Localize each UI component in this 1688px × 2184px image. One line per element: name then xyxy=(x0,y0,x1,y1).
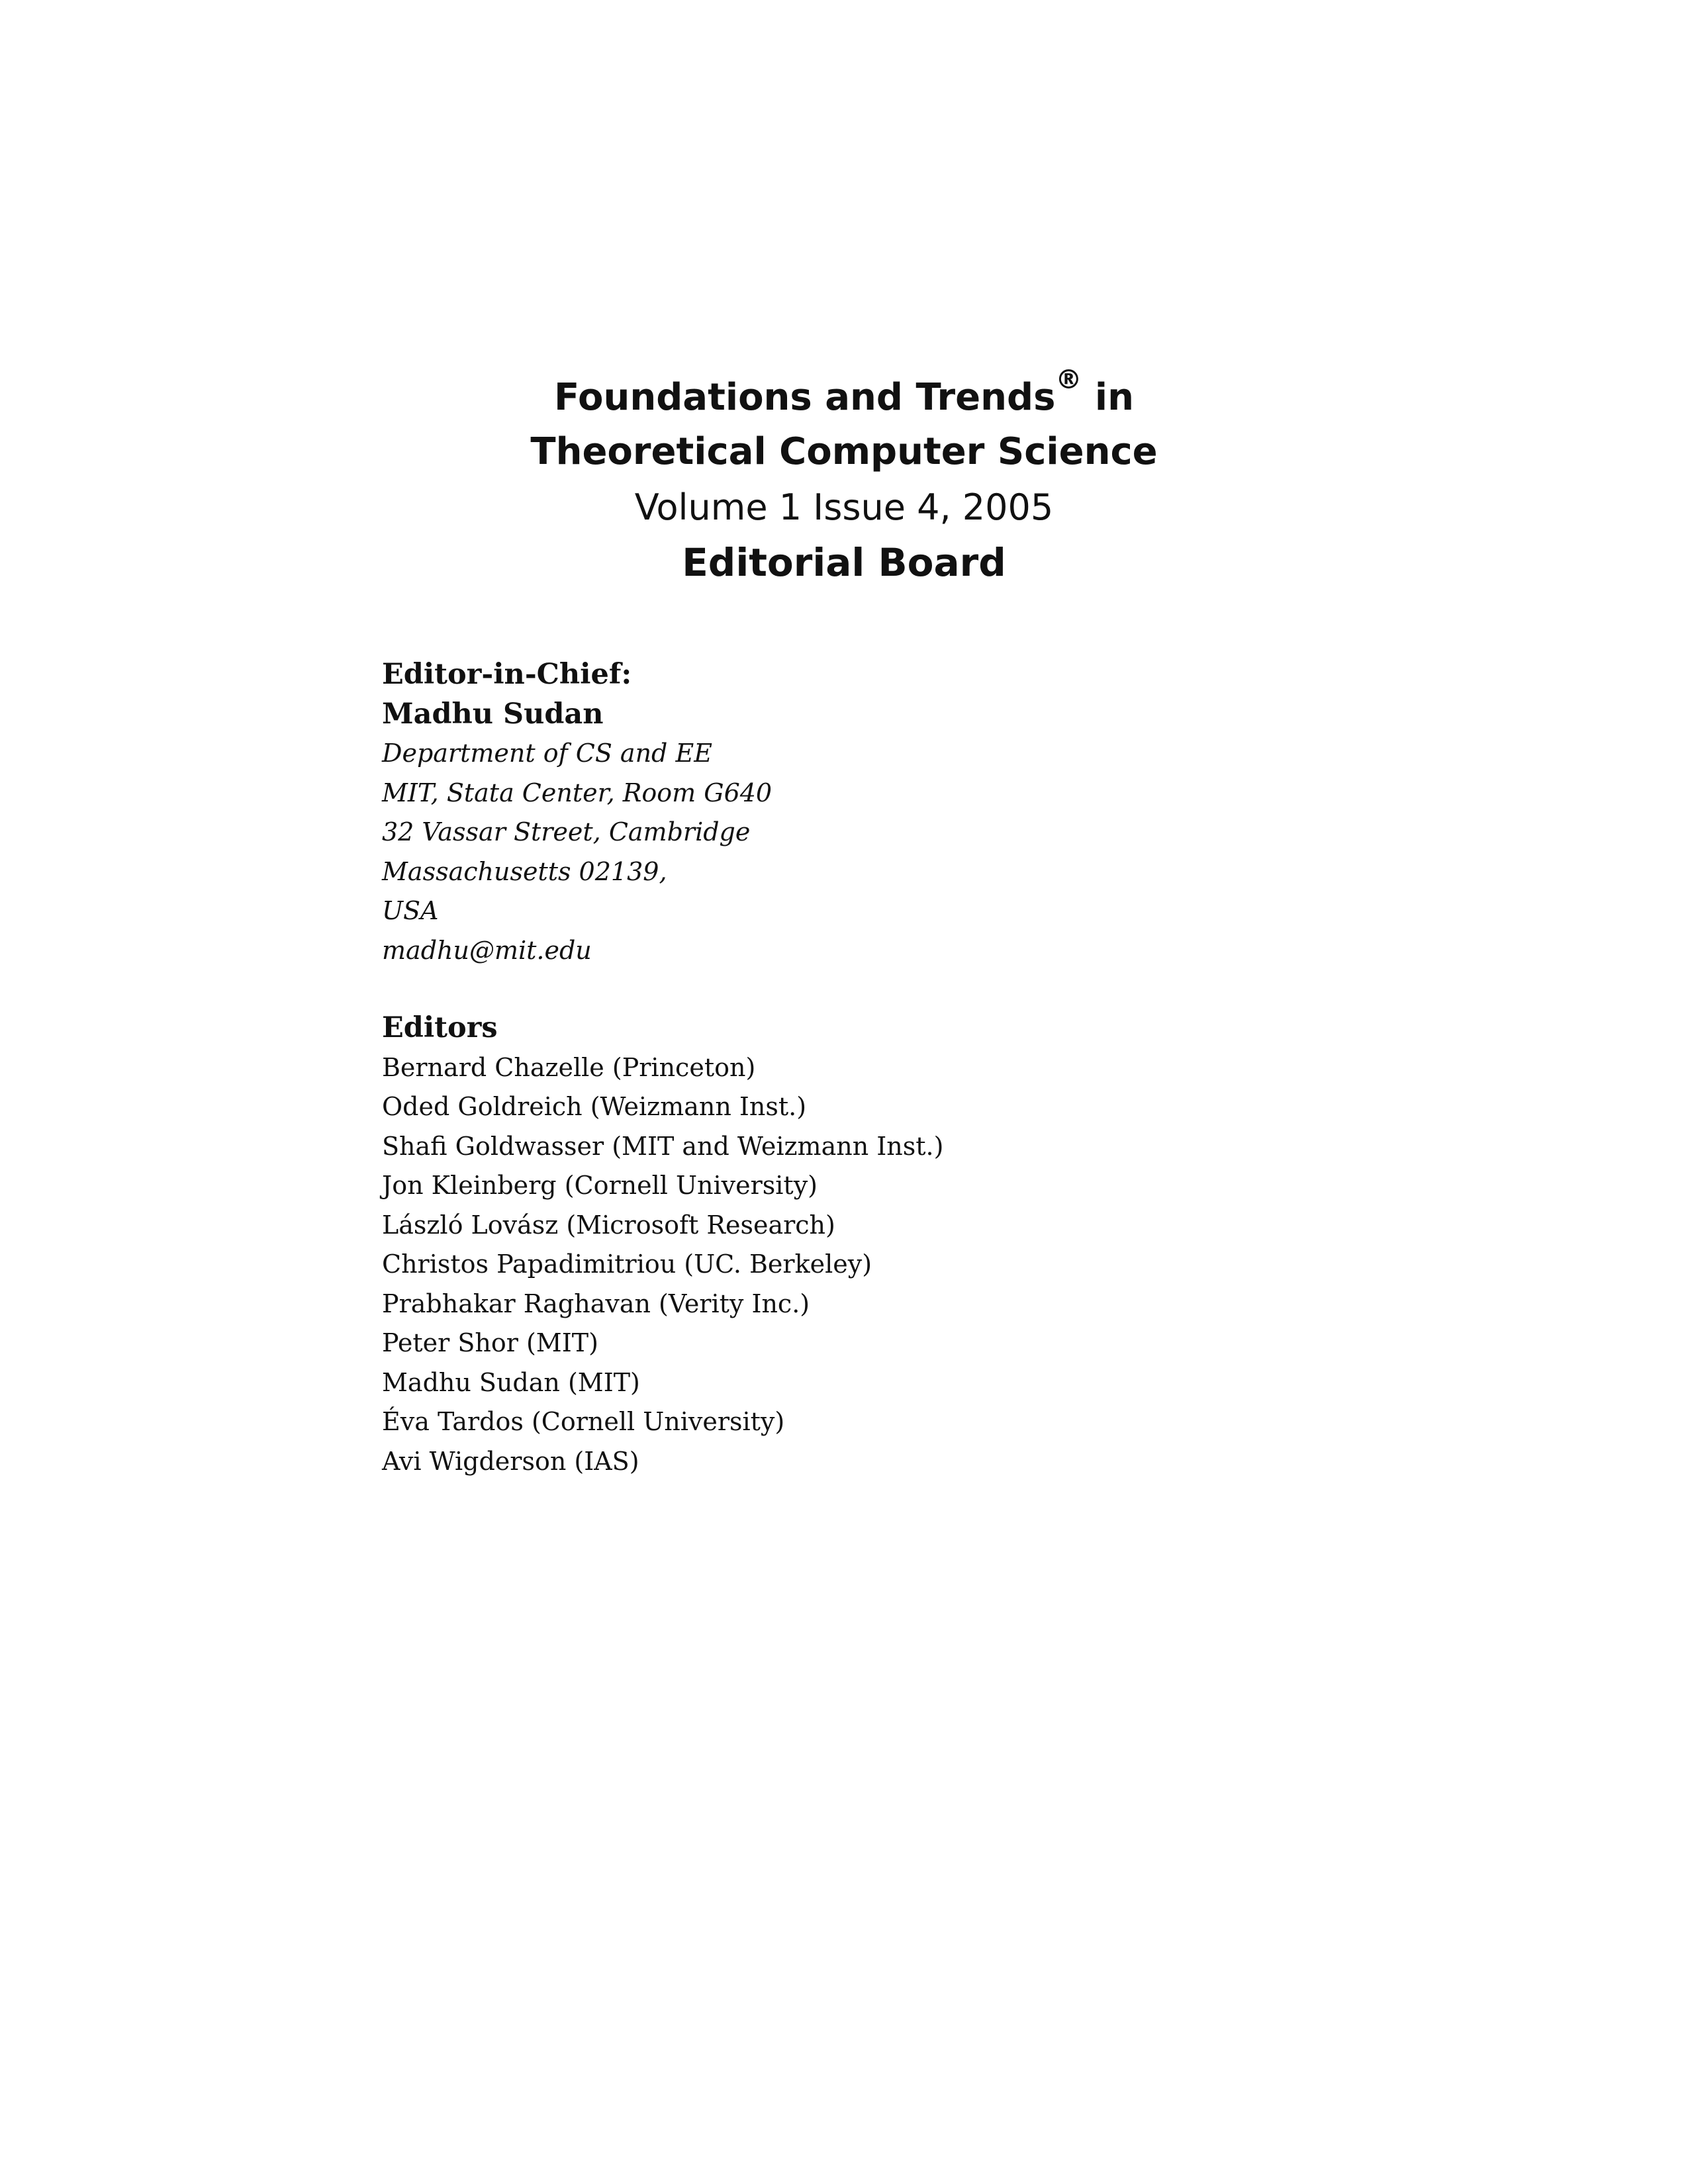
editor-in-chief-name: Madhu Sudan xyxy=(382,697,604,731)
editor-list-item: Bernard Chazelle (Princeton) xyxy=(382,1052,756,1082)
editor-list-item: Shafi Goldwasser (MIT and Weizmann Inst.) xyxy=(382,1131,944,1161)
editor-list-item: Prabhakar Raghavan (Verity Inc.) xyxy=(382,1289,810,1318)
address-line: Massachusetts 02139, xyxy=(382,856,667,886)
address-line: USA xyxy=(382,896,439,925)
editors-section xyxy=(382,1009,1375,1481)
journal-title-suffix: in xyxy=(1082,376,1134,419)
journal-header xyxy=(0,365,1688,590)
volume-issue: Volume 1 Issue 4, 2005 xyxy=(634,486,1054,528)
editor-in-chief-section xyxy=(382,655,1375,970)
address-line: Department of CS and EE xyxy=(382,739,712,768)
editor-list-item: László Lovász (Microsoft Research) xyxy=(382,1210,835,1240)
editors-label: Editors xyxy=(382,1011,498,1044)
editor-list-item: Éva Tardos (Cornell University) xyxy=(382,1407,785,1436)
journal-title-line-2: Theoretical Computer Science xyxy=(530,430,1158,473)
address-line: 32 Vassar Street, Cambridge xyxy=(382,817,751,846)
journal-title-line-1 xyxy=(0,365,1688,425)
editor-list-item: Madhu Sudan (MIT) xyxy=(382,1367,640,1397)
email-address: madhu@mit.edu xyxy=(382,935,592,965)
registered-trademark-mark: ® xyxy=(1055,365,1082,395)
editor-list-item: Peter Shor (MIT) xyxy=(382,1328,598,1357)
board-content xyxy=(382,655,1375,1481)
editorial-board-title: Editorial Board xyxy=(682,540,1006,585)
address-line: MIT, Stata Center, Room G640 xyxy=(382,778,773,807)
editor-list-item: Jon Kleinberg (Cornell University) xyxy=(382,1171,818,1200)
editor-list-item: Christos Papadimitriou (UC. Berkeley) xyxy=(382,1250,872,1279)
editor-list-item: Oded Goldreich (Weizmann Inst.) xyxy=(382,1092,807,1121)
editor-in-chief-label: Editor-in-Chief: xyxy=(382,658,632,691)
journal-title-text: Foundations and Trends xyxy=(554,376,1056,419)
editor-list-item: Avi Wigderson (IAS) xyxy=(382,1446,639,1476)
